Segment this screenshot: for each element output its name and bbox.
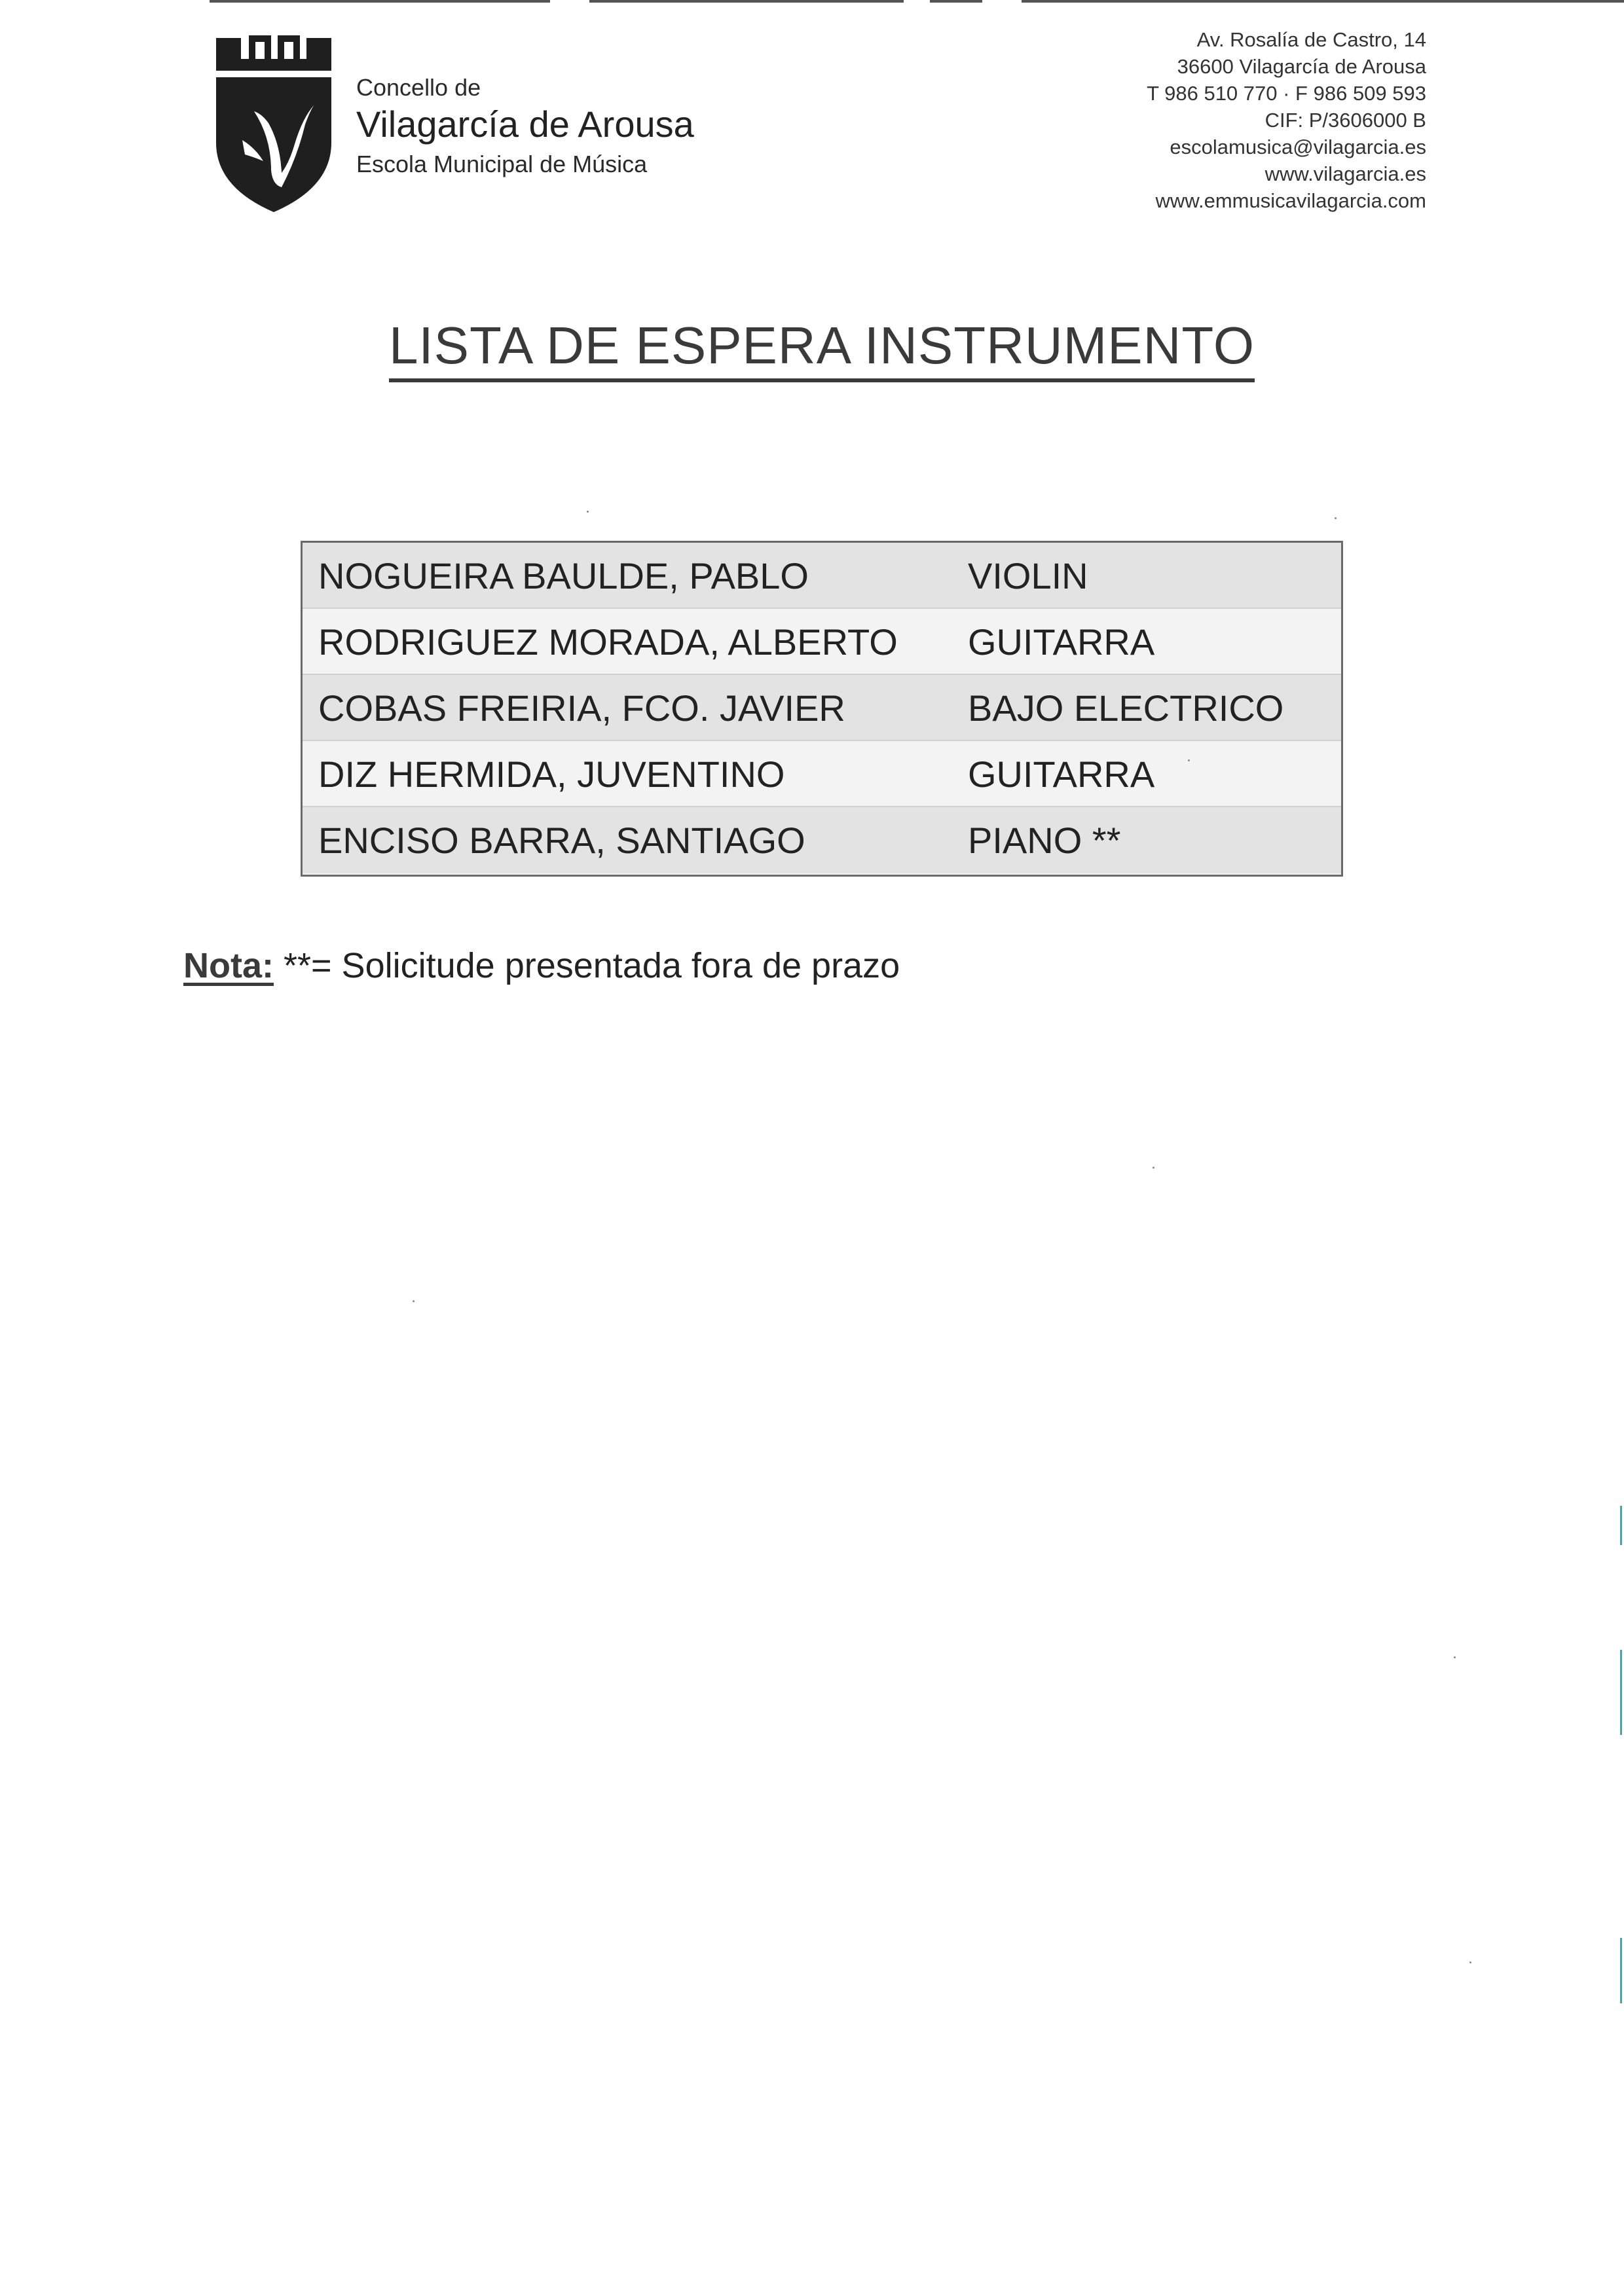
scan-edge-mark xyxy=(1620,1938,1622,2003)
scan-speck xyxy=(1335,517,1337,519)
document-title: LISTA DE ESPERA INSTRUMENTO xyxy=(389,313,1255,382)
student-name: RODRIGUEZ MORADA, ALBERTO xyxy=(318,621,898,663)
note-label: Nota: xyxy=(183,946,274,985)
scan-edge-line xyxy=(1022,0,1624,3)
table-row xyxy=(303,807,1341,873)
instrument-name: VIOLIN xyxy=(968,555,1088,596)
contact-postal: 36600 Vilagarcía de Arousa xyxy=(1177,55,1426,78)
table-row xyxy=(303,609,1341,675)
scan-speck xyxy=(1454,1656,1456,1658)
student-name: COBAS FREIRIA, FCO. JAVIER xyxy=(318,687,845,729)
organization-name-block xyxy=(356,72,815,181)
scan-speck xyxy=(1153,1167,1154,1169)
org-prefix: Concello de xyxy=(356,74,481,101)
instrument-name: PIANO ** xyxy=(968,820,1121,861)
instrument-name: GUITARRA xyxy=(968,621,1155,663)
contact-phone-fax: T 986 510 770 · F 986 509 593 xyxy=(1147,82,1426,105)
student-name: DIZ HERMIDA, JUVENTINO xyxy=(318,754,785,795)
scan-edge-line xyxy=(589,0,904,3)
contact-address: Av. Rosalía de Castro, 14 xyxy=(1196,28,1426,51)
note-text: **= Solicitude presentada fora de prazo xyxy=(273,946,900,985)
scan-edge-line xyxy=(930,0,982,3)
org-department: Escola Municipal de Música xyxy=(356,151,648,177)
student-name: NOGUEIRA BAULDE, PABLO xyxy=(318,555,809,596)
table-row xyxy=(303,543,1341,609)
instrument-name: BAJO ELECTRICO xyxy=(968,687,1284,729)
scan-speck xyxy=(587,511,589,513)
scan-speck xyxy=(1469,1961,1471,1963)
scan-speck xyxy=(1188,759,1190,761)
document-title-wrapper xyxy=(0,313,1624,382)
scan-edge-mark xyxy=(1620,1650,1622,1735)
scan-speck xyxy=(413,1300,415,1302)
student-name: ENCISO BARRA, SANTIAGO xyxy=(318,820,805,861)
table-row xyxy=(303,741,1341,807)
instrument-name: GUITARRA xyxy=(968,754,1155,795)
contact-info xyxy=(929,26,1426,214)
org-name: Vilagarcía de Arousa xyxy=(356,103,694,145)
scan-edge-line xyxy=(210,0,550,3)
contact-email: escolamusica@vilagarcia.es xyxy=(1170,136,1426,158)
table-row xyxy=(303,675,1341,741)
contact-website: www.vilagarcia.es xyxy=(1264,162,1426,185)
waitlist-table xyxy=(301,541,1343,877)
contact-school-website: www.emmusicavilagarcia.com xyxy=(1155,189,1426,212)
scan-edge-mark xyxy=(1620,1506,1622,1545)
contact-cif: CIF: P/3606000 B xyxy=(1264,109,1426,132)
municipal-shield-logo xyxy=(213,33,334,213)
footnote xyxy=(183,943,900,989)
